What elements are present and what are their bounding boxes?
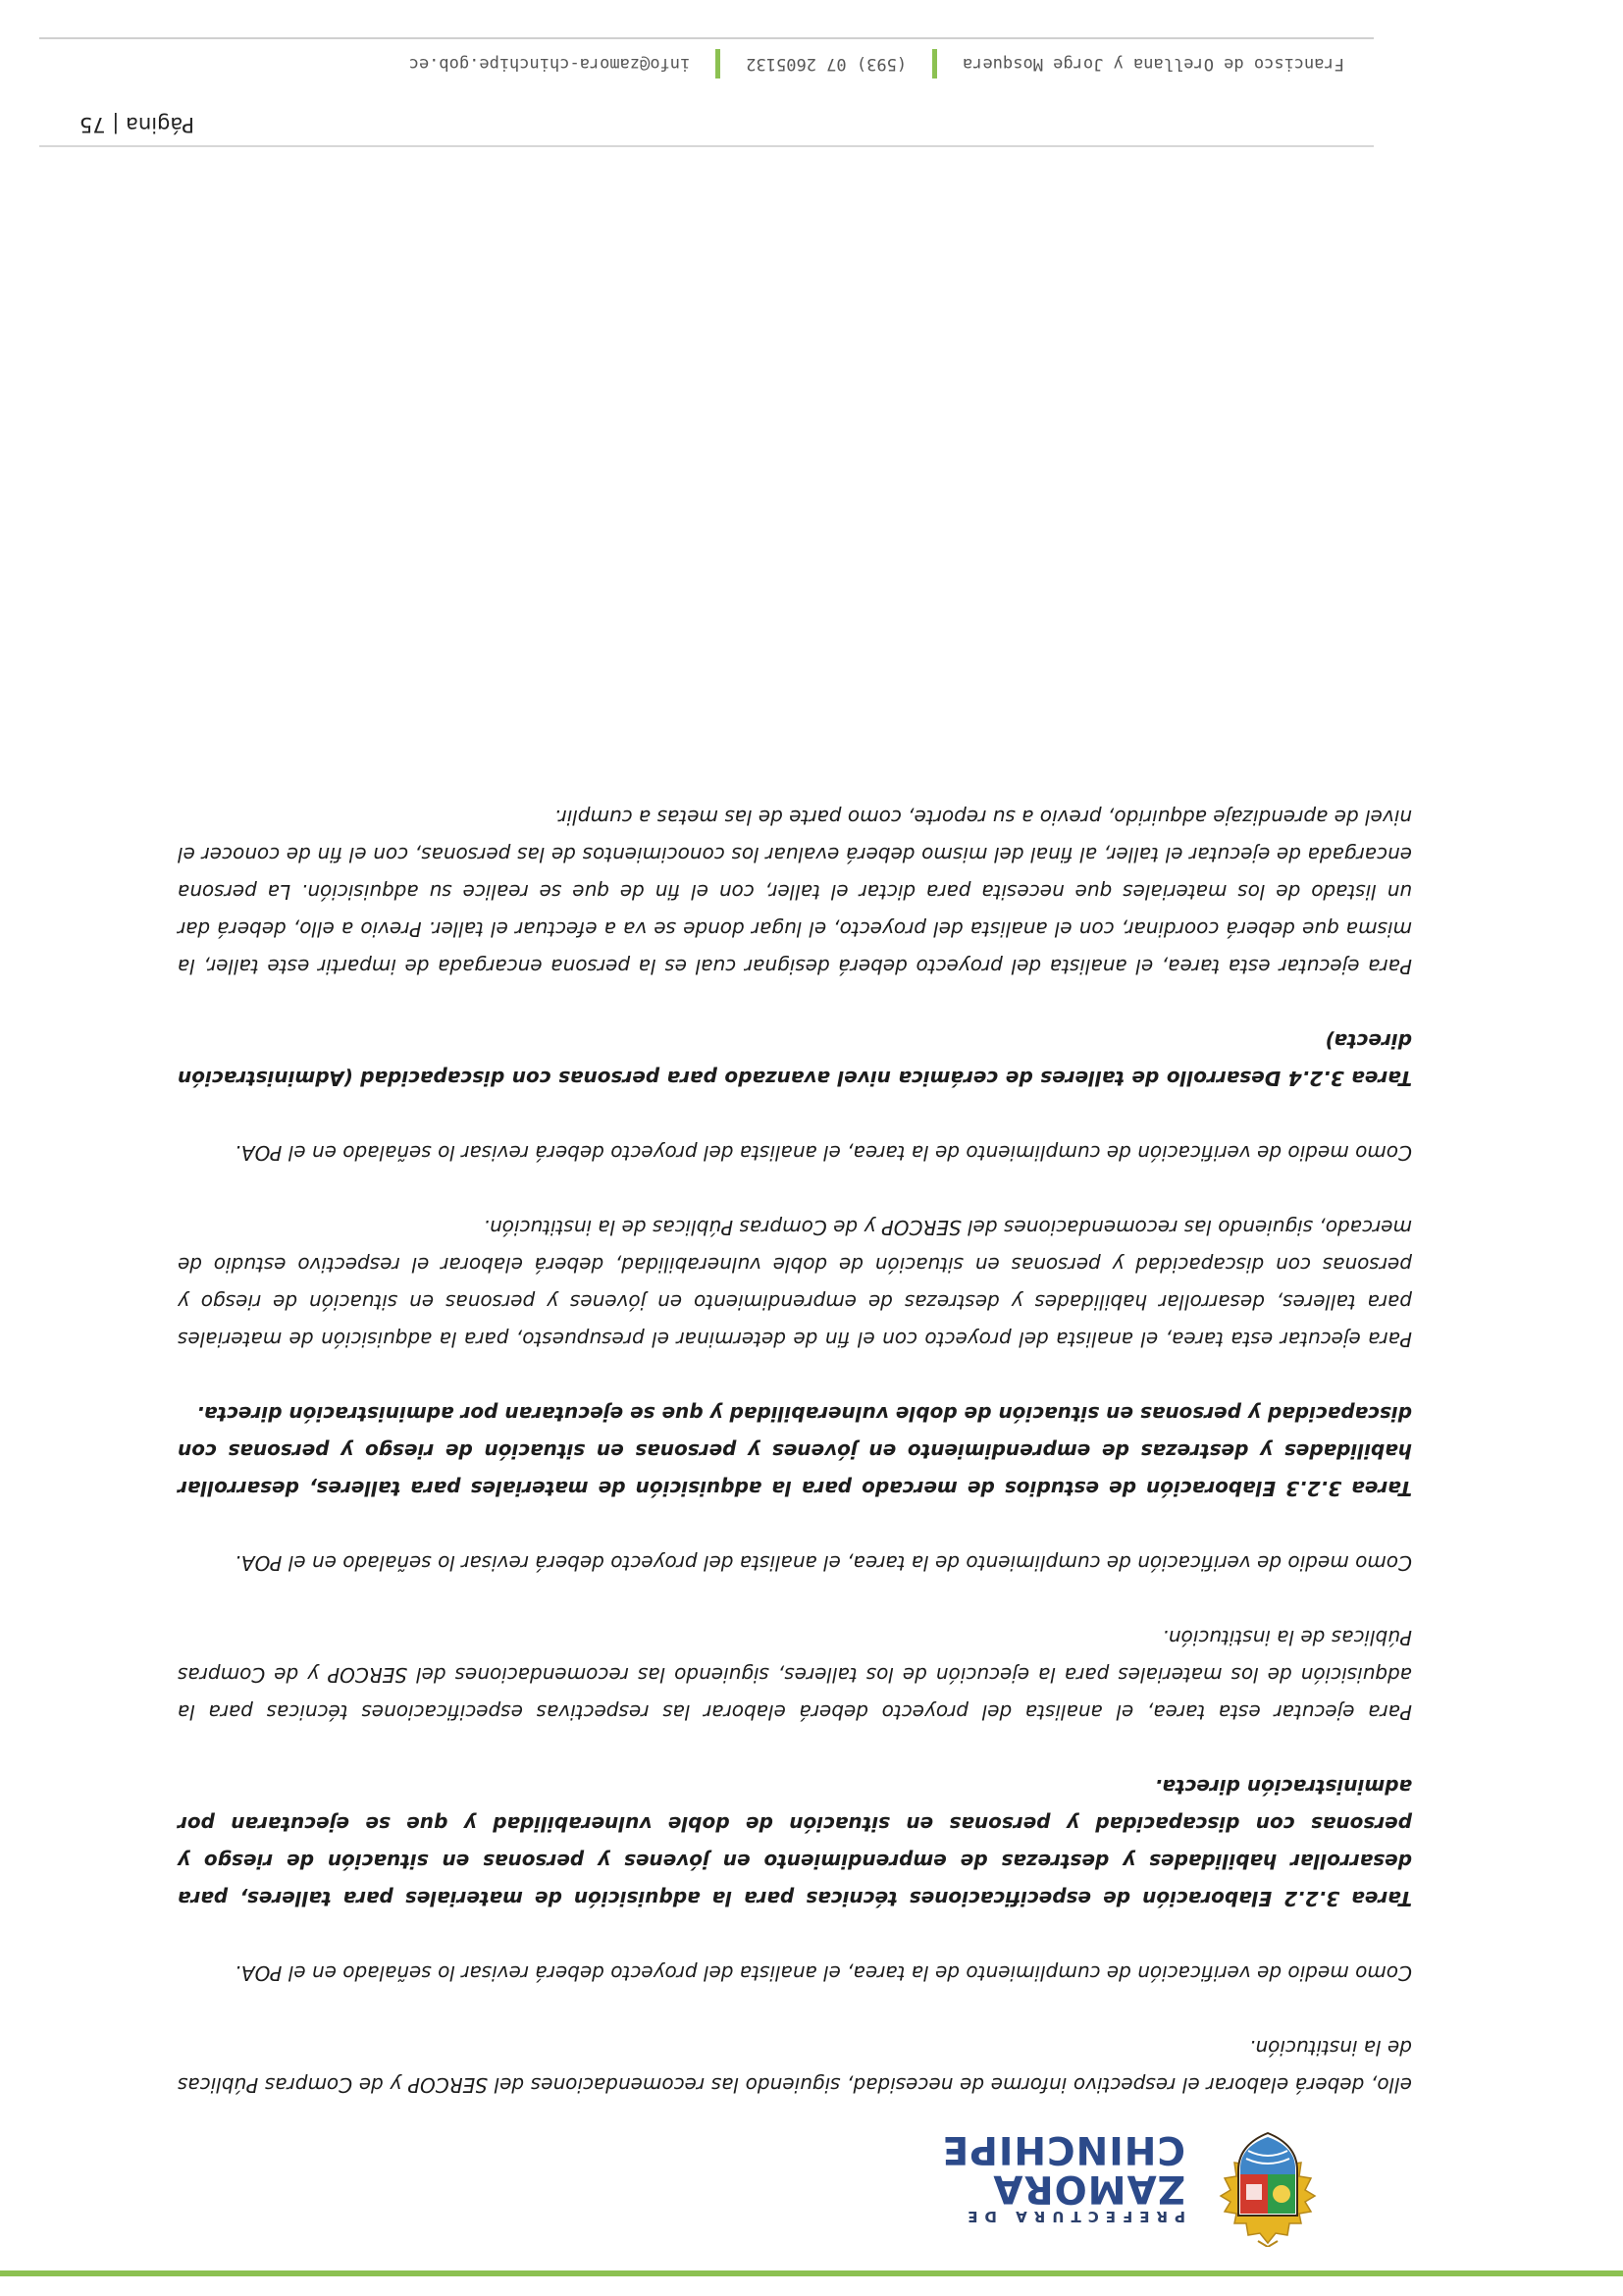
brand-line-zamora: ZAMORA [992,2166,1185,2211]
task-heading-3-2-2: Tarea 3.2.2 Elaboración de especificaciones técnicas para la adquisición de materiales para talleres, para desarrollar habilidades y destrezas de emprendimiento en jóvenes y personas en situación de riesgo y personas con discapacidad y personas en situación de doble vulnerabilidad y que se ejecutaran por administración directa. [178,1775,1412,1910]
document-body [178,761,1412,2104]
footer-address: Francisco de Orellana y Jorge Mosquera [963,54,1344,74]
brand-wordmark [942,2129,1185,2225]
brand-line-chinchipe: CHINCHIPE [941,2127,1185,2171]
footer-separator [932,49,937,78]
task-heading-3-2-4: Tarea 3.2.4 Desarrollo de talleres de cerámica nivel avanzado para personas con discapacidad (Administración directa) [178,1029,1412,1090]
task-heading-3-2-3: Tarea 3.2.3 Elaboración de estudios de mercado para la adquisición de materiales para talleres, desarrollar habilidades y destrezas de emprendimiento en jóvenes y personas en situación de riesgo y personas con discapacidad y personas en situación de doble vulnerabilidad y que se ejecutaran por administración directa. [178,1402,1412,1500]
footer-separator [715,49,720,78]
paragraph: Como medio de verificación de cumplimiento de la tarea, el analista del proyecto deberá revisar lo señalado en el POA. [235,1551,1412,1575]
paragraph: Para ejecutar esta tarea, el analista del proyecto deberá designar cual es la persona encargada de impartir este taller, la misma que deberá coordinar, con el analista del proyecto, el lugar donde se va a efectuar el taller. Previo a ello, deberá dar un listado de los materiales que necesita para dictar el taller, con el fin de que se realice su adquisición. La persona encargada de ejecutar el taller, al final del mismo deberá evaluar los conocimientos de las personas, con el fin de conocer el nivel de aprendizaje adquirido, previo a su reporte, como parte de las metas a cumplir. [178,806,1412,978]
footer-contact-bar [39,39,1370,88]
paragraph: Como medio de verificación de cumplimiento de la tarea, el analista del proyecto deberá revisar lo señalado en el POA. [235,1961,1412,1985]
paragraph: Para ejecutar esta tarea, el analista del proyecto deberá elaborar las respectivas especificaciones técnicas para la adquisición de los materiales para la ejecución de los talleres, siguiendo las recomendaciones del SERCOP y de Compras Públicas de la institución. [178,1626,1412,1724]
brand-prefix: PREFECTURA DE [961,2208,1185,2225]
page-header [0,2110,1623,2296]
coat-of-arms-logo [1199,2123,1336,2247]
header-green-rule [0,2270,1623,2276]
footer-bottom-divider [39,37,1374,39]
paragraph: Como medio de verificación de cumplimiento de la tarea, el analista del proyecto deberá revisar lo señalado en el POA. [235,1141,1412,1165]
paragraph: ello, deberá elaborar el respectivo informe de necesidad, siguiendo las recomendaciones del SERCOP y de Compras Públicas de la institución. [178,2036,1412,2097]
footer-divider [39,145,1374,147]
footer-phone: (593) 07 2605132 [746,54,908,74]
paragraph: Para ejecutar esta tarea, el analista del proyecto con el fin de determinar el presupuesto, para la adquisición de materiales para talleres, desarrollar habilidades y destrezas de emprendimiento en jóvenes y personas en situación de riesgo y personas con discapacidad y personas en situación de doble vulnerabilidad, deberá elaborar el respectivo estudio de mercado, siguiendo las recomendaciones del SERCOP y de Compras Públicas de la institución. [178,1216,1412,1351]
page-number: Página | 75 [79,113,194,136]
footer-email-link[interactable]: info@zamora-chinchipe.gob.ec [408,54,691,74]
